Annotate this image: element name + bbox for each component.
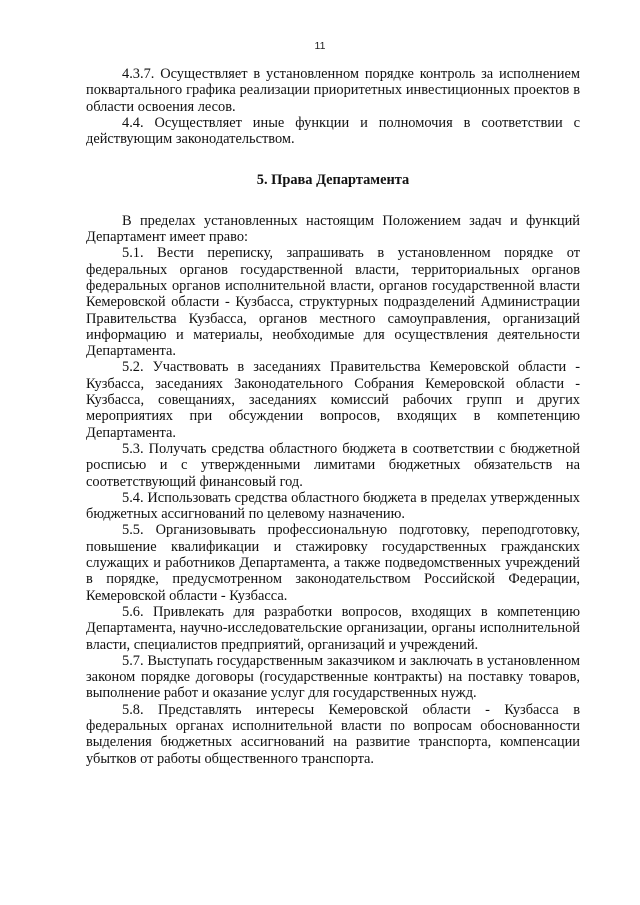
paragraph-5-6: 5.6. Привлекать для разработки вопросов, входящих в компетенцию Департамента, научно-исследовательские организации, органы исполнительной власти, специалистов предприятий, организаций и учреждений. [86, 603, 580, 653]
paragraph-5-7: 5.7. Выступать государственным заказчиком и заключать в установленном законом порядке договоры (государственные контракты) на поставку товаров, выполнение работ и оказание услуг для государственных нужд. [86, 652, 580, 702]
paragraph-4-4: 4.4. Осуществляет иные функции и полномочия в соответствии с действующим законодательством. [86, 114, 580, 148]
paragraph-5-3: 5.3. Получать средства областного бюджета в соответствии с бюджетной росписью и с утвержденными лимитами бюджетных обязательств на соответствующий финансовый год. [86, 440, 580, 490]
paragraph-5-1: 5.1. Вести переписку, запрашивать в установленном порядке от федеральных органов государственной власти, территориальных органов федеральных органов исполнительной власти, органов государственной власти Кемеровской области - Кузбасса, структурных подразделений Администрации Правительства Кузбасса, органов местного самоуправления, организаций информацию и материалы, необходимые для осуществления деятельности Департамента. [86, 245, 580, 360]
paragraph-5-2: 5.2. Участвовать в заседаниях Правительства Кемеровской области - Кузбасса, заседаниях Законодательного Собрания Кемеровской области - Кузбасса, совещаниях, заседаниях комиссий рабочих групп и других мероприятиях при обсуждении вопросов, входящих в компетенцию Департамента. [86, 359, 580, 441]
paragraph-5-5: 5.5. Организовывать профессиональную подготовку, переподготовку, повышение квалификации и стажировку государственных гражданских служащих и работников Департамента, а также подведомственных учреждений в порядке, предусмотренном законодательством Российской Федерации, Кемеровской области - Кузбасса. [86, 522, 580, 604]
paragraph-5-8: 5.8. Представлять интересы Кемеровской области - Кузбасса в федеральных органах исполнительной власти по вопросам обоснованности выделения бюджетных ассигнований на развитие транспорта, компенсации убытков от работы общественного транспорта. [86, 701, 580, 767]
section-heading: 5. Права Департамента [256, 172, 410, 189]
paragraph-intro: В пределах установленных настоящим Положением задач и функций Департамент имеет право: [86, 212, 580, 246]
page-number: 11 [314, 40, 326, 52]
paragraph-5-4: 5.4. Использовать средства областного бюджета в пределах утвержденных бюджетных ассигнований по целевому назначению. [86, 489, 580, 523]
document-body [86, 66, 580, 767]
paragraph-4-3-7: 4.3.7. Осуществляет в установленном порядке контроль за исполнением поквартального графика реализации приоритетных инвестиционных проектов в области освоения лесов. [86, 66, 580, 115]
